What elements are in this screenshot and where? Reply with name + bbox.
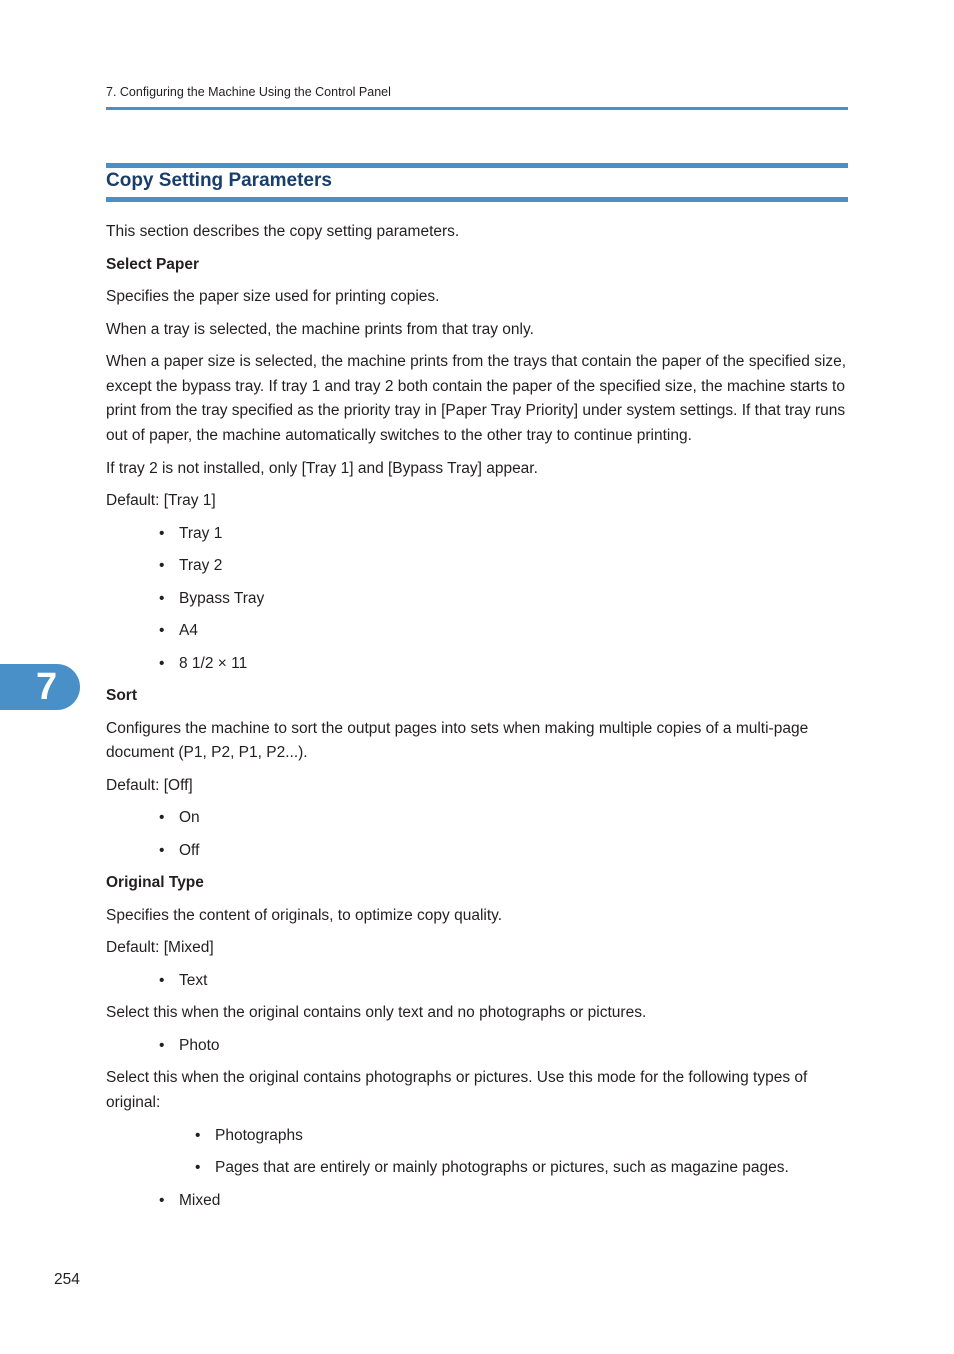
- original-type-default: Default: [Mixed]: [106, 939, 214, 957]
- section-intro: This section describes the copy setting parameters.: [106, 223, 460, 240]
- select-paper-heading: Select Paper: [106, 255, 200, 273]
- list-item: • Photo: [159, 1034, 848, 1059]
- header-rule: [106, 107, 848, 110]
- list-item: • A4: [159, 619, 848, 644]
- section-title: Copy Setting Parameters: [106, 170, 332, 191]
- original-type-options: [159, 1189, 848, 1214]
- select-paper-tray-note: When a tray is selected, the machine prints from that tray only.: [106, 320, 534, 338]
- chapter-tab: [0, 664, 80, 710]
- sort-default: Default: [Off]: [106, 776, 193, 794]
- select-paper-default: Default: [Tray 1]: [106, 492, 216, 510]
- original-type-options: [159, 969, 848, 994]
- select-paper-description: Specifies the paper size used for printing copies.: [106, 288, 440, 305]
- list-item: • Bypass Tray: [159, 587, 848, 612]
- list-item: • Text: [159, 969, 848, 994]
- list-item: • Photographs: [195, 1124, 848, 1149]
- select-paper-tray2-note: If tray 2 is not installed, only [Tray 1] and [Bypass Tray] appear.: [106, 459, 538, 477]
- list-item: • Pages that are entirely or mainly photographs or pictures, such as magazine pages.: [195, 1156, 848, 1181]
- sort-heading: Sort: [106, 687, 137, 705]
- photo-option-description: Select this when the original contains photographs or pictures. Use this mode for the following types of original:: [106, 1069, 808, 1112]
- running-header: 7. Configuring the Machine Using the Control Panel: [106, 85, 391, 99]
- select-paper-size-note: When a paper size is selected, the machine prints from the trays that contain the paper of the specified size, except the bypass tray. If tray 1 and tray 2 both contain the paper of the specified size, the machine starts to print from the tray specified as the priority tray in [Paper Tray Priority] under system settings. If that tray runs out of paper, the machine automatically switches to the other tray to continue printing.: [106, 353, 847, 445]
- sort-description: Configures the machine to sort the output pages into sets when making multiple copies of a multi-page document (P1, P2, P1, P2...).: [106, 719, 809, 762]
- list-item: • Tray 2: [159, 554, 848, 579]
- chapter-number: 7: [36, 666, 58, 708]
- original-type-heading: Original Type: [106, 874, 204, 892]
- title-rule-bottom: [106, 197, 848, 202]
- select-paper-options: [159, 522, 848, 677]
- list-item: • 8 1/2 × 11: [159, 652, 848, 677]
- list-item: • Tray 1: [159, 522, 848, 547]
- text-option-description: Select this when the original contains only text and no photographs or pictures.: [106, 1004, 647, 1022]
- list-item: • Off: [159, 839, 848, 864]
- list-item: • Mixed: [159, 1189, 848, 1214]
- original-type-description: Specifies the content of originals, to optimize copy quality.: [106, 906, 503, 924]
- list-item: • On: [159, 806, 848, 831]
- page-content: [106, 220, 848, 1221]
- photo-subitems: [195, 1124, 848, 1181]
- sort-options: [159, 806, 848, 863]
- original-type-options: [159, 1034, 848, 1059]
- page-number: 254: [54, 1271, 80, 1288]
